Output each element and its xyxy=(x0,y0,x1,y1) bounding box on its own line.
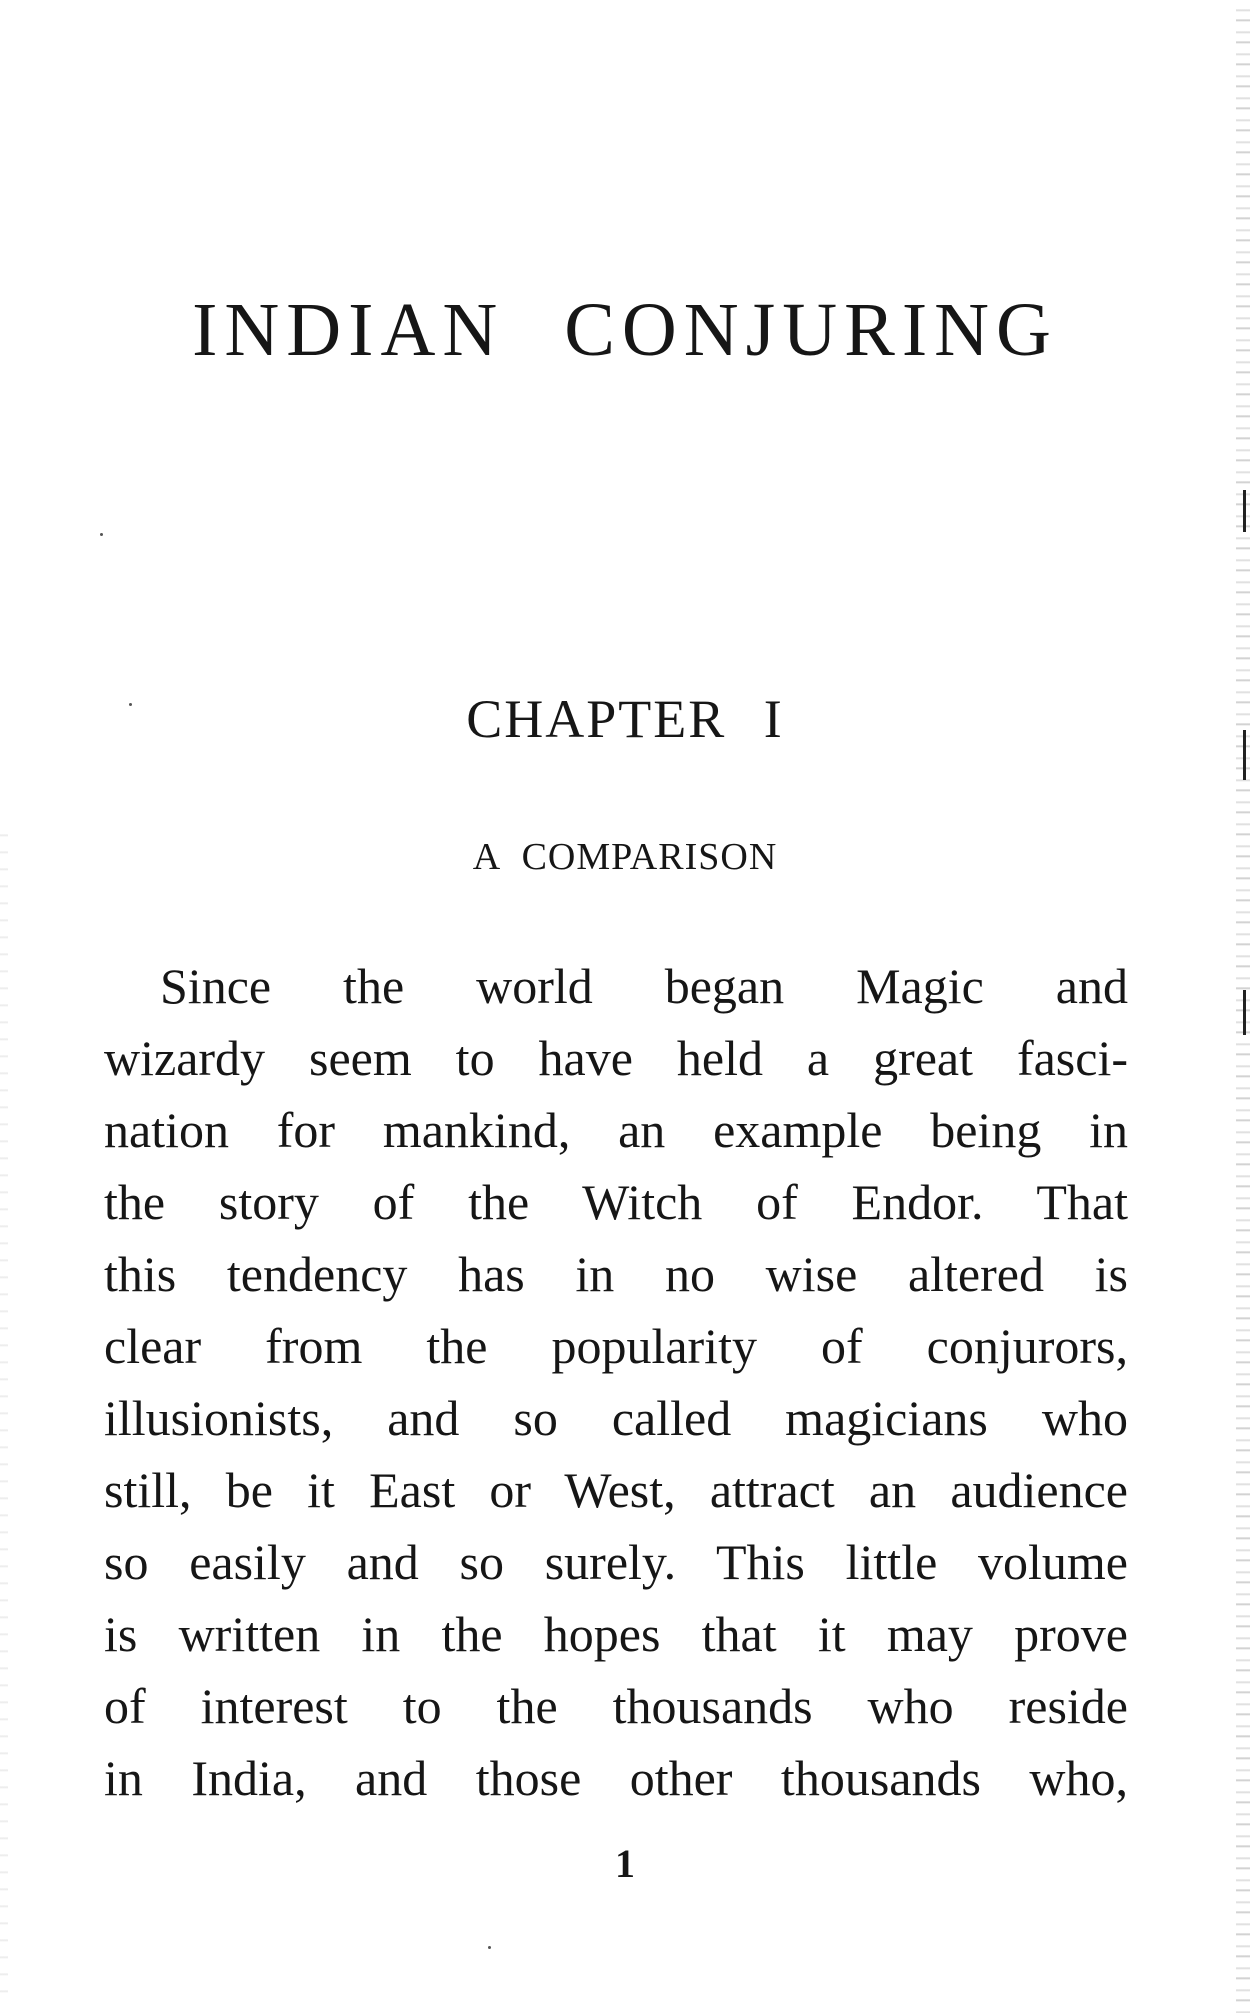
chapter-heading: CHAPTER I xyxy=(466,689,784,749)
text-line: wizardy seem to have held a great fasci- xyxy=(104,1030,1128,1086)
text-line: so easily and so surely. This little volume xyxy=(104,1534,1128,1590)
scan-edge-left xyxy=(0,820,8,2000)
text-line: is written in the hopes that it may prove xyxy=(104,1606,1128,1662)
text-line: still, be it East or West, attract an audience xyxy=(104,1462,1128,1518)
page-number: 1 xyxy=(615,1841,635,1886)
scan-edge-mark xyxy=(1243,490,1246,532)
text-line: this tendency has in no wise altered is xyxy=(104,1246,1128,1302)
text-line: Since the world began Magic and xyxy=(160,958,1128,1014)
scan-speck xyxy=(129,703,132,706)
text-line: the story of the Witch of Endor. That xyxy=(104,1174,1128,1230)
text-line: clear from the popularity of conjurors, xyxy=(104,1318,1128,1374)
chapter-subtitle: A COMPARISON xyxy=(472,836,778,878)
book-title: INDIAN CONJURING xyxy=(192,288,1058,372)
scan-speck xyxy=(488,1946,491,1949)
body-paragraph xyxy=(104,950,1128,1814)
text-line: illusionists, and so called magicians who xyxy=(104,1390,1128,1446)
scan-speck xyxy=(100,533,103,536)
text-line: in India, and those other thousands who, xyxy=(104,1750,1128,1806)
text-line: nation for mankind, an example being in xyxy=(104,1102,1128,1158)
text-line: of interest to the thousands who reside xyxy=(104,1678,1128,1734)
scan-edge-mark xyxy=(1243,730,1246,780)
scan-edge-mark xyxy=(1243,990,1246,1035)
